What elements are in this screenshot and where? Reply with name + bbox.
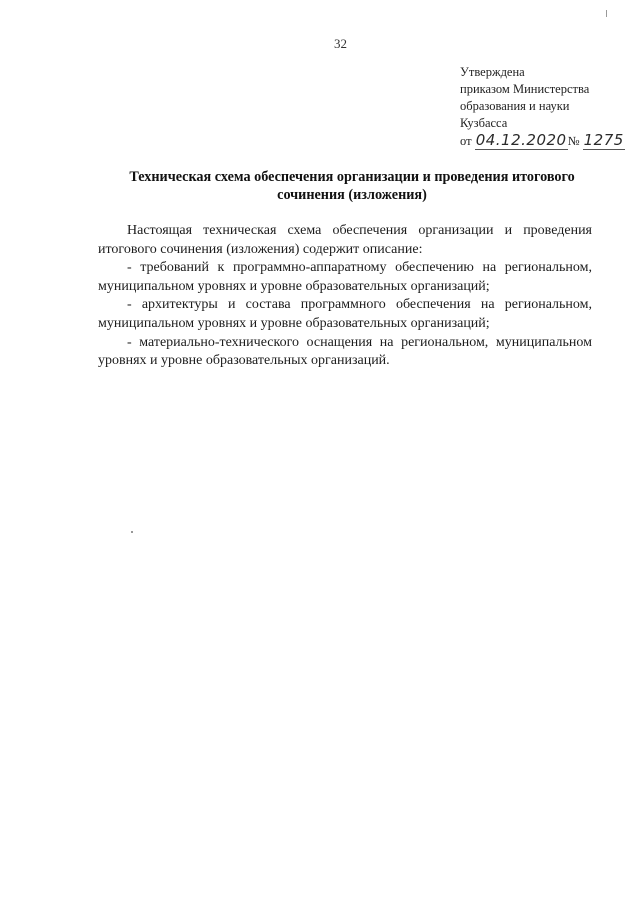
approval-date-line	[460, 132, 625, 150]
document-title: Техническая схема обеспечения организации и проведения итогового сочинения (изложения)	[129, 169, 575, 203]
intro-paragraph: Настоящая техническая схема обеспечения организации и проведения итогового сочинения (изложения) содержит описание:	[98, 223, 592, 257]
number-sign: №	[567, 134, 580, 148]
date-prefix: от	[460, 134, 472, 148]
approval-line-4: Кузбасса	[460, 116, 508, 130]
list-item-architecture: - архитектуры и состава программного обеспечения на региональном, муниципальном уровнях и уровне образовательных организаций;	[98, 297, 592, 331]
page-number: 32	[334, 36, 347, 51]
approval-stamp-block	[460, 64, 625, 150]
handwritten-date: 04.12.2020	[475, 131, 567, 149]
approval-line-1: Утверждена	[460, 65, 525, 79]
list-item-equipment: - материально-технического оснащения на региональном, муниципальном уровнях и уровне образовательных организаций.	[98, 334, 592, 369]
list-item-requirements: - требований к программно-аппаратному обеспечению на региональном, муниципальном уровнях и уровне образовательных организаций;	[98, 260, 592, 294]
scan-speck	[131, 531, 133, 533]
approval-line-3: образования и науки	[460, 99, 570, 113]
approval-line-2: приказом Министерства	[460, 82, 590, 96]
scan-artifact	[606, 10, 607, 17]
handwritten-order-number: 1275	[583, 131, 624, 149]
document-body	[98, 222, 592, 371]
